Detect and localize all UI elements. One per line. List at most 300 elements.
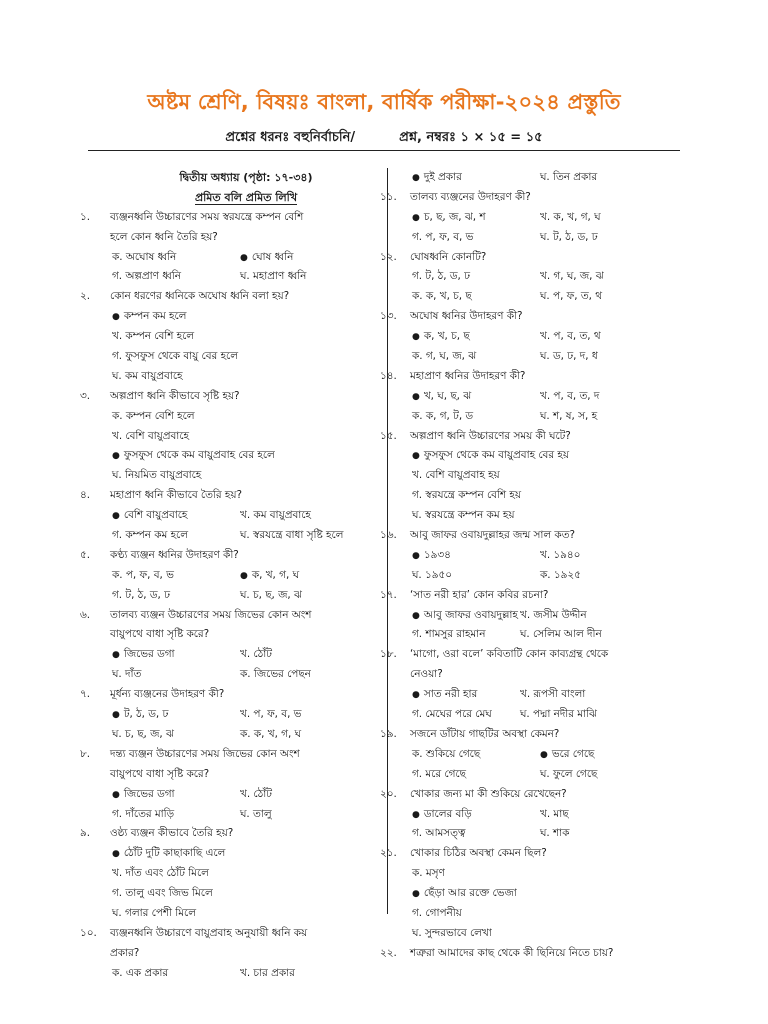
filled-circle-icon: ● (240, 570, 248, 581)
filled-circle-icon: ● (112, 650, 120, 661)
answer-option (112, 307, 186, 328)
answer-option (240, 805, 272, 825)
answer-option (240, 665, 311, 685)
option-row (410, 267, 682, 287)
answer-option (412, 208, 486, 229)
question-text: খোকার চিঠির অবস্থা কেমন ছিল? (410, 847, 547, 860)
option-text: ক. ক, খ, চ, ছ (412, 290, 472, 303)
answer-option (412, 805, 472, 826)
answer-option (112, 407, 195, 427)
question-number: ১০. (80, 926, 97, 939)
answer-option (412, 904, 462, 924)
answer-option (540, 228, 598, 248)
answer-option (540, 347, 598, 367)
question-text: ঘোষধ্বনি কোনটি? (410, 250, 487, 263)
answer-option (412, 566, 452, 586)
answer-option (112, 526, 188, 546)
question-line (380, 785, 682, 805)
answer-option (112, 347, 238, 367)
option-row (110, 248, 382, 268)
question-text: মহাপ্রাণ ধ্বনির উদাহরণ কী? (410, 369, 526, 382)
question-line (80, 924, 382, 944)
question-number: ২০. (380, 787, 397, 800)
answer-option (540, 208, 601, 228)
option-text: দুই প্রকার (423, 171, 462, 183)
question-line (110, 944, 382, 964)
question-text: হলে কোন ধ্বনি তৈরি হয়? (110, 230, 218, 243)
option-text: ঘ. ফুলে গেছে (540, 767, 598, 780)
option-text: গ. গোপনীয় (412, 906, 462, 919)
question-line (110, 625, 382, 645)
question-number: ১৭. (380, 588, 397, 601)
option-row (410, 546, 682, 566)
question-number: ১৪. (380, 369, 397, 382)
left-column (80, 168, 382, 984)
option-row (110, 427, 382, 447)
marks-info: প্রশ্ন, নম্বরঃ ১ × ১৫ = ১৫ (399, 130, 543, 145)
question-line (410, 665, 682, 685)
answer-option (412, 407, 473, 427)
option-text: ১৯৩৪ (423, 548, 451, 561)
chapter-heading: দ্বিতীয় অধ্যায় (পৃষ্ঠা: ১৭-৩৪) (179, 171, 313, 184)
answer-option (240, 705, 301, 725)
option-text: খ. কম বায়ুপ্রবাহে (240, 509, 311, 522)
question-number: ১২. (380, 250, 397, 263)
answer-option (112, 705, 168, 726)
filled-circle-icon: ● (412, 391, 420, 402)
answer-option (240, 586, 302, 606)
question-text: কোন ধরণের ধ্বনিকে অঘোষ ধ্বনি বলা হয়? (110, 290, 290, 303)
option-text: খ. গ, ঘ, জ, ঝ (540, 270, 604, 283)
question-number: ১. (80, 210, 91, 223)
option-text: গ. মরে গেছে (412, 767, 466, 780)
option-row (410, 606, 682, 626)
option-text: ক. প, ফ, ব, ভ (112, 568, 174, 581)
page-subtitle (0, 128, 768, 149)
filled-circle-icon: ● (412, 451, 420, 462)
question-line (80, 287, 382, 307)
option-row (410, 208, 682, 228)
question-number: ২. (80, 290, 91, 303)
option-text: খ. প, ব, ত, থ (540, 330, 601, 343)
answer-option (412, 685, 477, 706)
option-row (110, 904, 382, 924)
option-text: খ. ক, খ, গ, ঘ (540, 210, 601, 223)
answer-option (240, 964, 295, 984)
answer-option (112, 566, 174, 586)
question-text: শত্রুরা আমাদের কাছ থেকে কী ছিনিয়ে নিতে চায়? (410, 946, 614, 959)
answer-option (520, 705, 597, 725)
lesson-heading: প্রমিত বলি প্রমিত লিখি (194, 190, 298, 204)
option-text: গ. মেঘের পরে মেঘ (412, 708, 492, 721)
option-row (110, 665, 382, 685)
option-row (410, 327, 682, 347)
answer-option (412, 168, 462, 189)
question-text: সজনে ডাঁটায় গাছটির অবস্থা কেমন? (410, 727, 560, 740)
option-text: ক, খ, চ, ছ (423, 330, 470, 343)
option-text: ঘ. শাক (540, 827, 570, 840)
answer-option (520, 625, 602, 645)
option-row (410, 924, 682, 944)
answer-option (240, 645, 272, 665)
option-text: খ. বেশি বায়ুপ্রবাহে (112, 429, 189, 442)
answer-option (112, 725, 174, 745)
option-row (110, 964, 382, 984)
option-row (110, 864, 382, 884)
answer-option (240, 248, 293, 269)
option-row (110, 785, 382, 805)
question-number: ৪. (80, 489, 91, 502)
option-text: জিভের ডগা (123, 648, 175, 661)
option-text: ঘ. তালু (240, 807, 272, 820)
answer-option (240, 267, 306, 287)
question-type: প্রশ্নের ধরনঃ বহুনির্বাচনি/ (225, 130, 356, 145)
option-text: ঘ. প, ফ, ত, থ (540, 290, 603, 303)
option-text: ঘ. চ, ছ, জ, ঝ (112, 727, 174, 740)
option-text: খ. চার প্রকার (240, 966, 295, 979)
question-line (110, 765, 382, 785)
question-text: তালব্য ব্যঞ্জন উচ্চারণের সময় জিভের কোন অংশ (110, 608, 312, 621)
question-number: ৭. (80, 688, 91, 701)
header-divider (88, 150, 680, 151)
option-text: ফুসফুস থেকে কম বায়ুপ্রবাহ বের হয় (423, 449, 569, 462)
question-line (380, 645, 682, 665)
option-text: আবু জাফর ওবায়দুল্লাহ (423, 608, 518, 621)
answer-option (520, 685, 585, 705)
question-line (380, 844, 682, 864)
question-text: অল্পপ্রাণ ধ্বনি উচ্চারণের সময় কী ঘটে? (410, 429, 571, 442)
answer-option (112, 446, 275, 467)
answer-option (240, 506, 311, 526)
question-text: খোকার জন্য মা কী শুকিয়ে রেখেছেন? (410, 787, 567, 800)
option-text: ফুসফুস থেকে কম বায়ুপ্রবাহ বের হলে (123, 449, 275, 462)
question-number: ২২. (380, 946, 397, 959)
answer-option (412, 765, 466, 785)
question-line (80, 387, 382, 407)
option-text: গ. দাঁতের মাড়ি (112, 807, 175, 820)
answer-option (412, 466, 500, 486)
option-text: ঘ. তিন প্রকার (540, 171, 598, 183)
option-text: ঘ. পদ্মা নদীর মাঝি (520, 708, 597, 721)
answer-option (112, 586, 170, 606)
question-text: ‘মাগো, ওরা বলে’ কবিতাটি কোন কাব্যগ্রন্থ থেকে (410, 648, 609, 661)
option-text: ঘ. শ, ষ, স, হ (540, 409, 598, 422)
answer-option (412, 486, 521, 506)
question-text: দন্ত্য ব্যঞ্জন উচ্চারণের সময় জিভের কোন অংশ (110, 747, 300, 760)
option-row (410, 705, 682, 725)
question-text: অল্পপ্রাণ ধ্বনি কীভাবে সৃষ্টি হয়? (110, 389, 240, 402)
question-number: ২১. (380, 847, 397, 860)
answer-option (540, 805, 569, 825)
answer-option (540, 267, 604, 287)
answer-option (112, 327, 194, 347)
question-line (80, 745, 382, 765)
option-row (110, 566, 382, 586)
option-text: গ. স্বরযন্ত্রে কম্পন বেশি হয় (412, 489, 521, 502)
question-line (380, 944, 682, 964)
option-row (110, 307, 382, 327)
option-text: ক. জিভের পেছন (240, 668, 311, 681)
option-text: গ. অল্পপ্রাণ ধ্বনি (112, 270, 181, 283)
option-text: খ. প, ব, ত, দ (540, 389, 600, 402)
option-text: ক. ১৯২৫ (540, 568, 581, 581)
option-text: গ. আমসত্ত্ব (412, 827, 466, 840)
question-text: ওষ্ঠ্য ব্যঞ্জন কীভাবে তৈরি হয়? (110, 827, 234, 840)
answer-option (412, 606, 518, 627)
option-text: কম্পন কম হলে (123, 310, 187, 323)
option-row (410, 168, 682, 188)
question-line (80, 486, 382, 506)
option-row (410, 745, 682, 765)
question-line (380, 188, 682, 208)
option-row (110, 367, 382, 387)
filled-circle-icon: ● (112, 511, 120, 522)
filled-circle-icon: ● (412, 610, 420, 621)
option-row (410, 765, 682, 785)
answer-option (540, 387, 599, 407)
answer-option (240, 566, 299, 587)
option-text: ক. অঘোষ ধ্বনি (112, 250, 177, 263)
filled-circle-icon: ● (412, 173, 420, 183)
answer-option (112, 267, 181, 287)
question-line (80, 546, 382, 566)
option-text: ভরে গেছে (551, 747, 595, 760)
answer-option (412, 267, 470, 287)
option-text: গ. তালু এবং জিভ মিলে (112, 887, 213, 900)
answer-option (412, 924, 492, 944)
filled-circle-icon: ● (412, 809, 420, 820)
answer-option (412, 347, 476, 367)
answer-option (412, 506, 514, 526)
option-row (410, 884, 682, 904)
option-row (410, 864, 682, 884)
option-row (110, 327, 382, 347)
option-text: জিভের ডগা (123, 787, 175, 800)
answer-option (112, 904, 196, 924)
answer-option (540, 546, 580, 566)
answer-option (112, 427, 189, 447)
answer-option (540, 566, 581, 586)
option-row (410, 685, 682, 705)
option-text: ঘ. সেলিম আল দীন (520, 628, 602, 641)
question-number: ৯. (80, 827, 91, 840)
option-row (110, 506, 382, 526)
option-text: ঘ. ড, ঢ, দ, ধ (540, 350, 598, 363)
answer-option (240, 526, 343, 546)
option-row (410, 228, 682, 248)
option-text: ঠোঁট দুটি কাছাকাছি এলে (123, 847, 226, 860)
question-number: ১৬. (380, 529, 397, 542)
answer-option (112, 785, 175, 806)
answer-option (112, 864, 209, 884)
answer-option (412, 327, 470, 348)
option-text: ক. মসৃণ (412, 867, 445, 880)
answer-option (240, 725, 301, 745)
option-row (410, 566, 682, 586)
option-text: খ. ঠোঁট (240, 648, 272, 661)
question-line (380, 586, 682, 606)
option-text: গ. ফুসফুস থেকে বায়ু বের হলে (112, 350, 238, 363)
option-text: ঘ. সুন্দরভাবে লেখা (412, 926, 492, 939)
question-number: ৬. (80, 608, 91, 621)
filled-circle-icon: ● (412, 332, 420, 343)
answer-option (112, 466, 201, 486)
filled-circle-icon: ● (412, 550, 420, 561)
option-text: ডালের বড়ি (423, 807, 472, 820)
answer-option (412, 387, 471, 408)
question-line (380, 367, 682, 387)
option-row (410, 506, 682, 526)
option-row (410, 407, 682, 427)
answer-option (412, 705, 492, 725)
option-text: চ, ছ, জ, ঝ, শ (423, 210, 486, 223)
answer-option (112, 506, 187, 527)
option-text: সাত নরী হার (423, 688, 478, 701)
option-text: ক. গ, ঘ, জ, ঝ (412, 350, 477, 363)
option-text: ক. ক, খ, গ, ঘ (240, 727, 302, 740)
option-row (110, 805, 382, 825)
filled-circle-icon: ● (412, 889, 420, 900)
answer-option (112, 645, 175, 666)
option-row (110, 347, 382, 367)
filled-circle-icon: ● (412, 690, 420, 701)
option-text: খ, ঘ, ছ, ঝ (423, 389, 472, 402)
question-line (380, 307, 682, 327)
option-text: ঘোষ ধ্বনি (251, 250, 294, 263)
answer-option (112, 964, 168, 984)
answer-option (540, 327, 601, 347)
answer-option (412, 625, 485, 645)
option-text: ছেঁড়া আর রক্তে ভেজা (423, 887, 517, 900)
question-line (380, 248, 682, 268)
option-text: গ. কম্পন কম হলে (112, 529, 188, 542)
option-text: ট, ঠ, ড, ঢ (123, 708, 169, 721)
option-row (410, 347, 682, 367)
question-line (380, 526, 682, 546)
question-line (80, 208, 382, 228)
option-row (410, 904, 682, 924)
option-text: ঘ. স্বরযন্ত্রে কম্পন কম হয় (412, 509, 515, 522)
option-row (110, 884, 382, 904)
filled-circle-icon: ● (240, 252, 248, 263)
option-text: বেশি বায়ুপ্রবাহে (123, 509, 188, 522)
option-text: ক. এক প্রকার (112, 966, 169, 979)
question-text: আবু জাফর ওবায়দুল্লাহর জন্ম সাল কত? (410, 529, 575, 542)
option-text: গ. ট, ঠ, ড, ঢ (412, 270, 470, 283)
question-line (80, 685, 382, 705)
answer-option (112, 805, 174, 825)
question-text: ব্যঞ্জনধ্বনি উচ্চারণের সময় স্বরযন্ত্রে কম্পন বেশি (110, 210, 304, 223)
question-number: ১১. (380, 190, 397, 203)
option-row (110, 466, 382, 486)
option-text: খ. প, ফ, ব, ভ (240, 708, 302, 721)
option-text: ঘ. মহাপ্রাণ ধ্বনি (240, 270, 307, 283)
option-row (410, 824, 682, 844)
option-row (110, 267, 382, 287)
filled-circle-icon: ● (540, 749, 548, 760)
answer-option (540, 407, 597, 427)
answer-option (412, 864, 445, 884)
answer-option (540, 287, 602, 307)
page-title: অষ্টম শ্রেণি, বিষয়ঃ বাংলা, বার্ষিক পরীক্ষা-২০২৪ প্রস্তুতি (147, 90, 621, 114)
option-text: খ. মাছ (540, 807, 569, 820)
option-text: ঘ. ১৯৫০ (412, 568, 453, 581)
option-row (410, 805, 682, 825)
answer-option (412, 745, 480, 765)
option-row (410, 466, 682, 486)
option-row (110, 526, 382, 546)
answer-option (112, 884, 213, 904)
option-text: খ. দাঁত এবং ঠোঁট মিলে (112, 867, 209, 880)
option-row (410, 446, 682, 466)
answer-option (520, 606, 587, 626)
answer-option (412, 446, 569, 467)
filled-circle-icon: ● (112, 710, 120, 721)
option-text: ঘ. ট, ঠ, ড, ঢ (540, 230, 598, 243)
question-line (110, 228, 382, 248)
option-text: ক. শুকিয়ে গেছে (412, 747, 481, 760)
question-line (380, 427, 682, 447)
option-row (110, 586, 382, 606)
answer-option (540, 765, 597, 785)
option-row (110, 407, 382, 427)
question-text: তালব্য ব্যঞ্জনের উদাহরণ কী? (410, 190, 531, 203)
option-text: খ. কম্পন বেশি হলে (112, 330, 195, 343)
option-text: ঘ. দাঁত (112, 668, 142, 681)
answer-option (112, 844, 225, 865)
question-text: প্রকার? (110, 946, 140, 959)
option-text: গ. শামসুর রাহমান (412, 628, 486, 641)
answer-option (412, 287, 472, 307)
question-text: ব্যঞ্জনধ্বনি উচ্চারণে বায়ুপ্রবাহ অনুযায়ী ধ্বনি কয় (110, 926, 308, 939)
question-text: বায়ুপথে বাধা সৃষ্টি করে? (110, 767, 210, 780)
question-line (380, 725, 682, 745)
answer-option (112, 248, 176, 268)
question-number: ৮. (80, 747, 91, 760)
answer-option (412, 228, 473, 248)
question-text: মহাপ্রাণ ধ্বনি কীভাবে তৈরি হয়? (110, 489, 242, 502)
option-text: ক. ক, গ, ট, ড (412, 409, 474, 422)
question-text: বায়ুপথে বাধা সৃষ্টি করে? (110, 628, 210, 641)
question-text: ‘সাত নরী হার’ কোন কবির রচনা? (410, 588, 549, 601)
option-text: খ. জসীম উদ্দীন (520, 608, 587, 621)
answer-option (240, 785, 272, 805)
answer-option (540, 745, 594, 766)
answer-option (112, 367, 182, 387)
option-text: খ. বেশি বায়ুপ্রবাহ হয় (412, 469, 500, 482)
question-text: নেওয়া? (410, 668, 443, 681)
option-row (110, 645, 382, 665)
answer-option (112, 665, 141, 685)
option-text: ঘ. নিয়মিত বায়ুপ্রবাহে (112, 469, 202, 482)
option-row (410, 486, 682, 506)
filled-circle-icon: ● (412, 212, 420, 223)
question-number: ১৩. (380, 310, 397, 323)
option-text: ঘ. স্বরযন্ত্রে বাধা সৃষ্টি হলে (240, 529, 344, 542)
filled-circle-icon: ● (112, 451, 120, 462)
option-text: খ. ১৯৪০ (540, 548, 581, 561)
option-row (110, 446, 382, 466)
question-number: ৫. (80, 548, 91, 561)
option-text: ঘ. চ, ছ, জ, ঝ (240, 588, 302, 601)
question-number: ৩. (80, 389, 91, 402)
option-row (410, 387, 682, 407)
filled-circle-icon: ● (112, 849, 120, 860)
option-text: খ. রূপসী বাংলা (520, 688, 586, 701)
option-text: ঘ. কম বায়ুপ্রবাহে (112, 369, 183, 382)
answer-option (412, 824, 465, 844)
answer-option (412, 546, 451, 567)
